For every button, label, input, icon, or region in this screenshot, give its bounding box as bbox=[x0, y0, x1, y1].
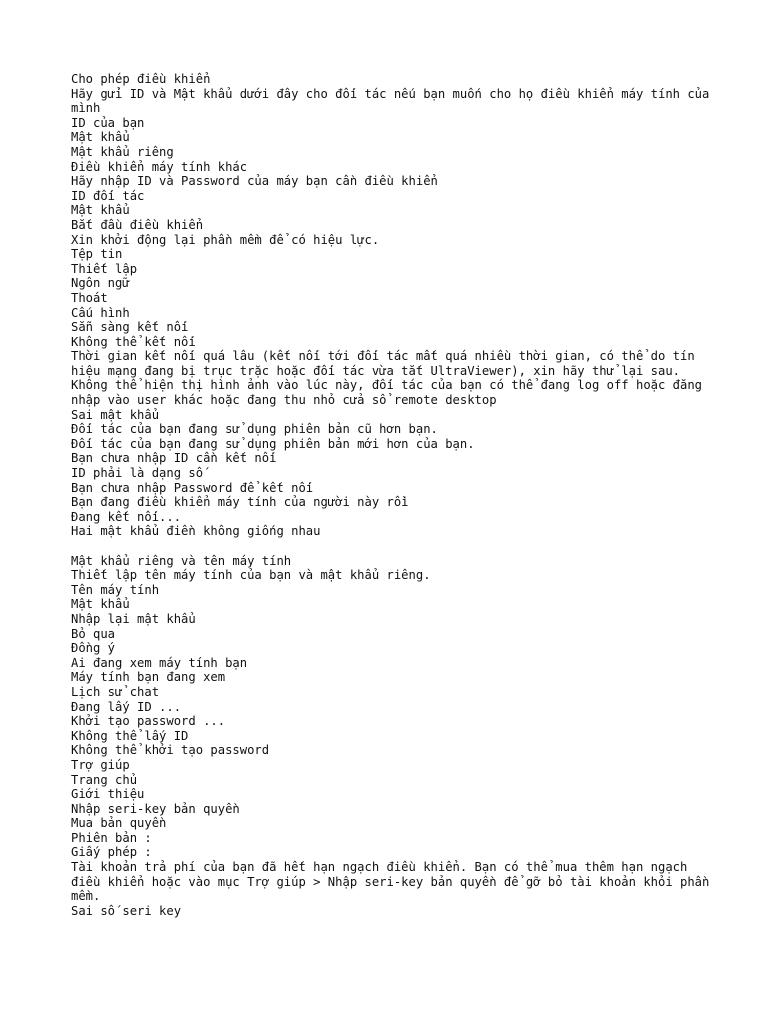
text-line: ID của bạn bbox=[71, 115, 145, 130]
text-line: Thiết lập tên máy tính của bạn và mật khẩu riêng. bbox=[71, 568, 431, 583]
text-line: Mật khẩu riêng bbox=[71, 144, 174, 159]
text-line: Phiên bản : bbox=[71, 830, 152, 845]
text-line: Không thể khởi tạo password bbox=[71, 743, 270, 758]
text-line: Mua bản quyền bbox=[71, 816, 167, 831]
text-line: Tên máy tính bbox=[71, 582, 160, 597]
text-line: Giới thiệu bbox=[71, 787, 145, 802]
text-line: Sẵn sàng kết nối bbox=[71, 320, 189, 335]
blank-line bbox=[71, 539, 711, 554]
text-line: Hãy gửi ID và Mật khẩu dưới đây cho đối tác nếu bạn muốn cho họ điều khiển máy tính của mình bbox=[71, 86, 717, 116]
text-line: Cho phép điều khiển bbox=[71, 72, 211, 86]
text-line: ID đối tác bbox=[71, 188, 145, 203]
text-line: Bạn chưa nhập ID cần kết nối bbox=[71, 451, 277, 466]
text-line: Không thể lấy ID bbox=[71, 728, 189, 743]
text-line: Nhập seri-key bản quyền bbox=[71, 801, 240, 816]
text-line: Sai số seri key bbox=[71, 903, 182, 918]
text-line: Thời gian kết nối quá lâu (kết nối tới đối tác mất quá nhiều thời gian, có thể do tín hiệu mạng đang bị trục trặc hoặc đối tác vừa tắt UltraViewer), xin hãy thử lại sau. bbox=[71, 349, 703, 378]
text-line: Bạn đang điều khiển máy tính của người này rồi bbox=[71, 495, 409, 510]
text-line: Khởi tạo password ... bbox=[71, 714, 226, 729]
text-line: Lịch sử chat bbox=[71, 684, 160, 699]
text-line: Mật khẩu bbox=[71, 130, 130, 145]
text-line: Mật khẩu riêng và tên máy tính bbox=[71, 553, 292, 568]
text-line: Thiết lập bbox=[71, 261, 138, 276]
text-line: Bỏ qua bbox=[71, 626, 116, 641]
text-line: Bạn chưa nhập Password để kết nối bbox=[71, 480, 314, 495]
text-line: Hai mật khẩu điền không giống nhau bbox=[71, 524, 321, 539]
text-line: Ai đang xem máy tính bạn bbox=[71, 655, 248, 670]
text-line: Trợ giúp bbox=[71, 757, 130, 772]
text-line: ID phải là dạng số bbox=[71, 466, 204, 481]
text-line: Cấu hình bbox=[71, 305, 130, 320]
text-line: Xin khởi động lại phần mềm để có hiệu lực. bbox=[71, 232, 380, 247]
text-line: Mật khẩu bbox=[71, 597, 130, 612]
text-line: Không thể kết nối bbox=[71, 334, 196, 349]
text-line: Thoát bbox=[71, 290, 108, 305]
text-line: Đang kết nối... bbox=[71, 509, 182, 524]
text-line: Tài khoản trả phí của bạn đã hết hạn ngạch điều khiển. Bạn có thể mua thêm hạn ngạch điều khiển hoặc vào mục Trợ giúp > Nhập seri-key bản quyền để gỡ bỏ tài khoản khỏi phần mềm. bbox=[71, 860, 717, 904]
text-line: Mật khẩu bbox=[71, 203, 130, 218]
text-line: Đang lấy ID ... bbox=[71, 699, 182, 714]
text-line: Tệp tin bbox=[71, 247, 123, 262]
text-line: Không thể hiện thị hình ảnh vào lúc này, đối tác của bạn có thể đang log off hoặc đăng nhập vào user khác hoặc đang thu nhỏ cửa sổ remote desktop bbox=[71, 378, 710, 408]
text-line: Bắt đầu điều khiển bbox=[71, 217, 204, 232]
text-line: Trang chủ bbox=[71, 772, 138, 787]
document-page bbox=[71, 72, 717, 918]
text-line: Ngôn ngữ bbox=[71, 276, 130, 291]
text-line: Hãy nhập ID và Password của máy bạn cần điều khiển bbox=[71, 174, 438, 189]
text-line: Máy tính bạn đang xem bbox=[71, 670, 226, 685]
text-line: Đồng ý bbox=[71, 641, 116, 656]
text-line: Giấy phép : bbox=[71, 845, 152, 860]
text-line: Nhập lại mật khẩu bbox=[71, 611, 196, 626]
text-line: Điều khiển máy tính khác bbox=[71, 159, 248, 174]
text-line: Đối tác của bạn đang sử dụng phiên bản mới hơn của bạn. bbox=[71, 436, 475, 451]
text-line: Sai mật khẩu bbox=[71, 407, 160, 422]
text-line: Đối tác của bạn đang sử dụng phiên bản cũ hơn bạn. bbox=[71, 422, 438, 437]
